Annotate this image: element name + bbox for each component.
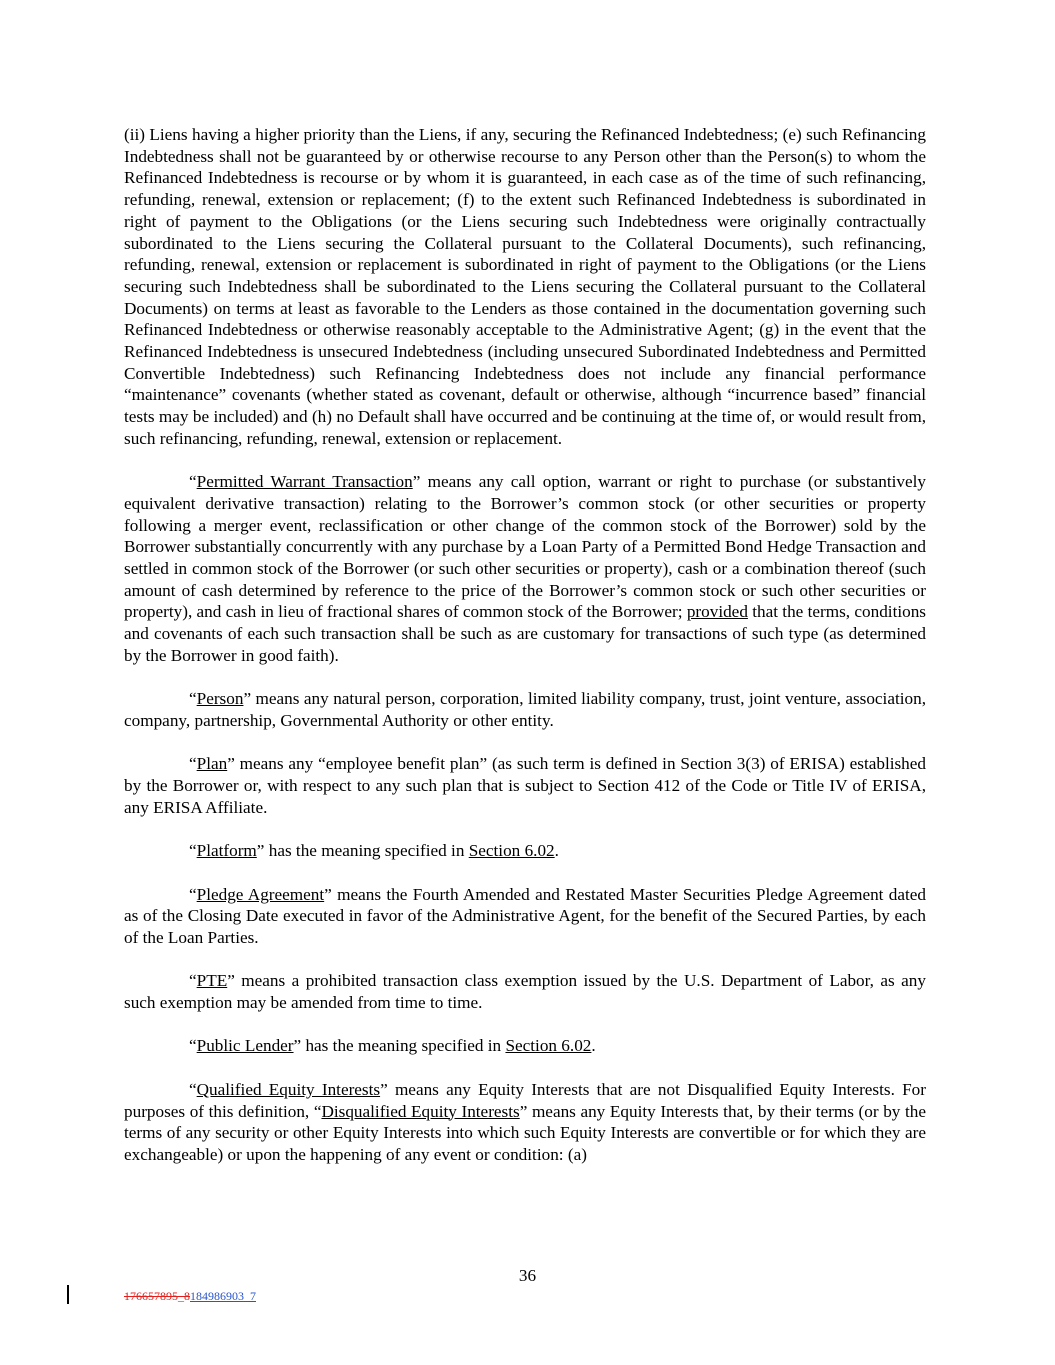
defined-term: Public Lender [196, 1036, 294, 1056]
document-id [124, 1289, 256, 1304]
defined-term: Person [196, 689, 244, 709]
definition-text: ” means any Equity Interests that, by their terms (or by the terms of any security or other Equity Interests into which such Equity Interests are convertible or for which they are exchangeable) or upon the happening of any event or condition: (a) [124, 1101, 926, 1164]
defined-term: Qualified Equity Interests [196, 1079, 381, 1099]
definition-text: ” means the Fourth Amended and Restated Master Securities Pledge Agreement dated as of the Closing Date executed in favor of the Administrative Agent, for the benefit of the Secured Parties, by each of the Loan Parties. [124, 884, 927, 947]
open-quote: “ [189, 472, 197, 492]
defined-term: Permitted Warrant Transaction [196, 472, 413, 492]
definition-text: ” means any “employee benefit plan” (as such term is defined in Section 3(3) of ERISA) established by the Borrower or, with respect to any such plan that is subject to Section 412 of the Code or Title IV of ERISA, any ERISA Affiliate. [124, 754, 926, 817]
definition-platform [124, 840, 926, 862]
change-bar [67, 1285, 69, 1304]
open-quote: “ [189, 1079, 197, 1099]
definition-plan [124, 753, 926, 818]
defined-term: Plan [196, 754, 228, 774]
page-number: 36 [518, 1266, 537, 1285]
open-quote: “ [189, 841, 197, 861]
definition-text: ” has the meaning specified in [293, 1036, 506, 1056]
definition-text: ” has the meaning specified in [256, 841, 469, 861]
section-reference: Section 6.02 [468, 841, 555, 861]
definition-person [124, 688, 926, 731]
section-reference: Section 6.02 [505, 1036, 592, 1056]
open-quote: “ [189, 1036, 197, 1056]
definition-text: ” means any call option, warrant or right to purchase (or substantively equivalent derivative transaction) relating to the Borrower’s common stock (or other securities or property following a merger event, reclassification or other change of the common stock of the Borrower) sold by the Borrower substantially concurrently with any purchase by a Loan Party of a Permitted Bond Hedge Transaction and settled in common stock of the Borrower (or such other securities or property), cash or a combination thereof (such amount of cash determined by reference to the price of the Borrower’s common stock or such other securities or property), and cash in lieu of fractional shares of common stock of the Borrower; [124, 472, 926, 622]
docid-inserted: 184986903_7 [190, 1289, 256, 1303]
defined-term: Pledge Agreement [196, 884, 325, 904]
open-quote: “ [189, 689, 197, 709]
definition-pledge-agreement [124, 884, 926, 949]
definition-text: ” means any natural person, corporation, limited liability company, trust, joint venture, association, company, partnership, Governmental Authority or other entity. [124, 689, 926, 730]
provided-term: provided [686, 602, 748, 622]
docid-deleted: 176657895_8 [124, 1289, 190, 1303]
definition-text: ” means a prohibited transaction class exemption issued by the U.S. Department of Labor, as any such exemption may be amended from time to time. [124, 971, 926, 1013]
period: . [591, 1036, 596, 1056]
definition-qualified-equity-interests [124, 1079, 926, 1166]
open-quote: “ [189, 754, 197, 774]
defined-term: Platform [196, 841, 257, 861]
definition-text: ” means any Equity Interests that are not Disqualified Equity Interests. For purposes of this definition, “ [124, 1079, 926, 1121]
paragraph-refinancing-continued: (ii) Liens having a higher priority than the Liens, if any, securing the Refinanced Indebtedness; (e) such Refinancing Indebtedness shall not be guaranteed by or otherwise recourse to any Person other than the Person(s) to whom the Refinanced Indebtedness is recourse or by whom it is guaranteed, in each case as of the time of such refinancing, refunding, renewal, extension or replacement; (f) to the extent such Refinanced Indebtedness is subordinated in right of payment to the Obligations (or the Liens securing such Indebtedness were originally contractually subordinated to the Liens securing the Collateral pursuant to the Collateral Documents), such refinancing, refunding, renewal, extension or replacement is subordinated in right of payment to the Obligations (or the Liens securing such Indebtedness shall be subordinated to the Liens securing the Collateral pursuant to the Collateral Documents) on terms at least as favorable to the Lenders as those contained in the documentation governing such Refinanced Indebtedness or otherwise reasonably acceptable to the Administrative Agent; (g) in the event that the Refinanced Indebtedness is unsecured Indebtedness (including unsecured Subordinated Indebtedness and Permitted Convertible Indebtedness) such Refinancing Indebtedness does not include any financial performance “maintenance” covenants (whether stated as covenant, default or otherwise, although “incurrence based” financial tests may be included) and (h) no Default shall have occurred and be continuing at the time of, or would result from, such refinancing, refunding, renewal, extension or replacement. [124, 125, 926, 448]
definition-permitted-warrant-transaction [124, 471, 926, 666]
period: . [554, 841, 559, 861]
defined-term: PTE [196, 971, 228, 991]
defined-term-disqualified: Disqualified Equity Interests [321, 1101, 520, 1121]
definition-public-lender [124, 1035, 926, 1057]
open-quote: “ [189, 971, 197, 991]
open-quote: “ [189, 884, 197, 904]
document-body [124, 124, 926, 1187]
definition-text: that the terms, conditions and covenants of each such transaction shall be such as are customary for transactions of such type (as determined by the Borrower in good faith). [124, 602, 926, 665]
definition-pte [124, 970, 926, 1013]
